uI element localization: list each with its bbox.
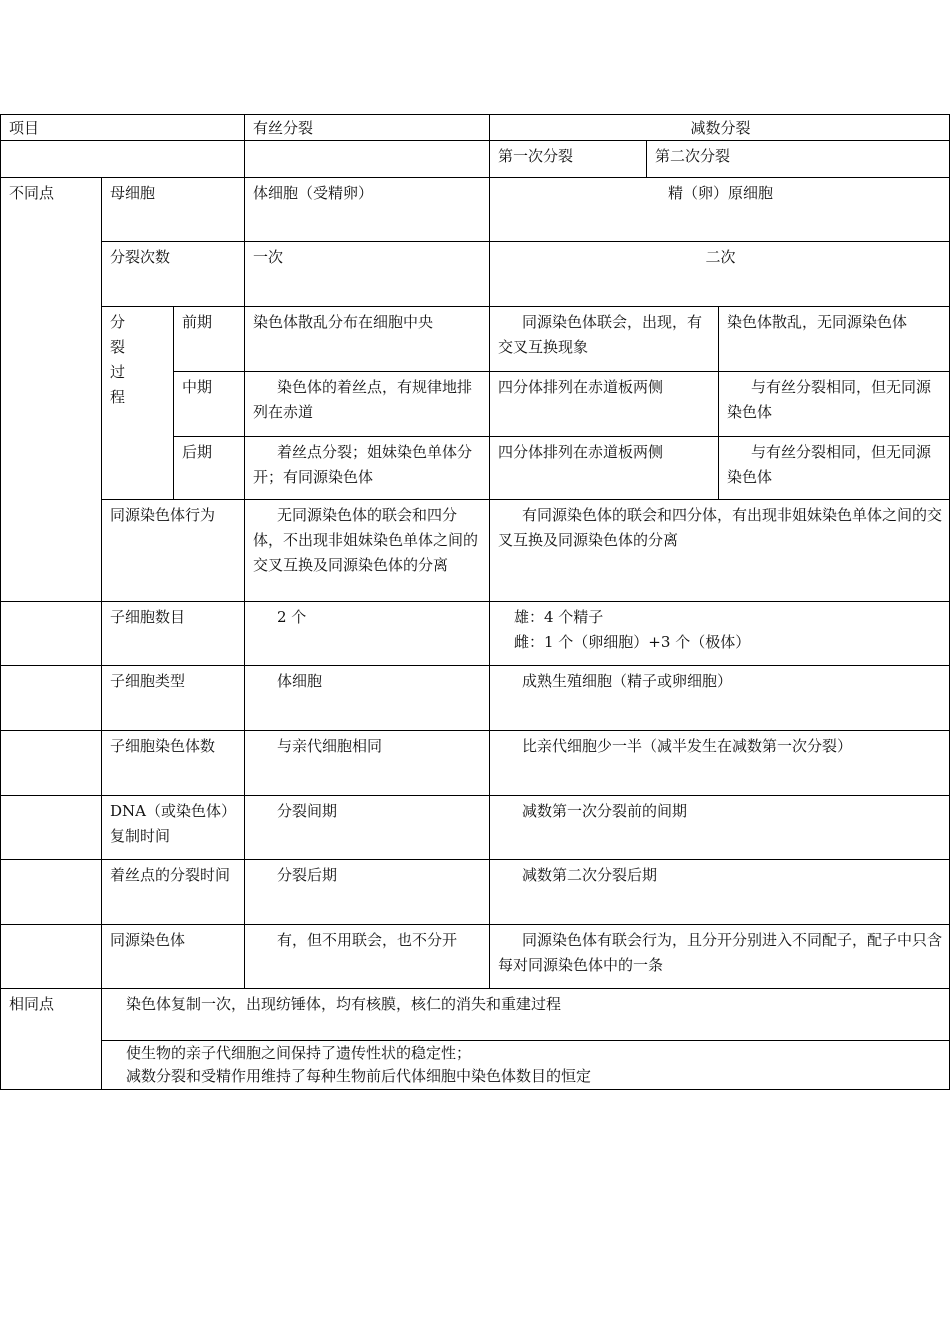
homologous-meiosis: 同源染色体有联会行为，且分开分别进入不同配子，配子中只含每对同源染色体中的一条 [498,931,943,974]
daughter-chromosomes-meiosis: 比亲代细胞少一半（减半发生在减数第一次分裂） [522,737,853,755]
division-count-meiosis: 二次 [705,248,736,266]
mother-cell-label: 母细胞 [110,184,156,202]
similarities-row-2-line-1: 使生物的亲子代细胞之间保持了遗传性状的稳定性； [126,1044,472,1062]
daughter-type-mitosis: 体细胞 [277,672,323,690]
process-label: 分裂过程 [110,313,126,406]
metaphase-second: 与有丝分裂相同，但无同源染色体 [727,378,932,421]
header-item: 项目 [9,119,40,137]
replication-time-meiosis: 减数第一次分裂前的间期 [522,802,688,820]
anaphase-first: 四分体排列在赤道板两侧 [498,443,664,461]
similarities-row-1: 染色体复制一次，出现纺锤体，均有核膜，核仁的消失和重建过程 [126,995,562,1013]
centromere-split-time-meiosis: 减数第二次分裂后期 [522,866,658,884]
header-meiosis: 减数分裂 [690,119,751,137]
division-count-label: 分裂次数 [110,248,171,266]
daughter-count-female: 雌：1 个（卵细胞）+3 个（极体） [514,633,751,651]
homologous-mitosis: 有，但不用联会，也不分开 [277,931,458,949]
mother-cell-meiosis: 精（卵）原细胞 [667,184,773,202]
mother-cell-mitosis: 体细胞（受精卵） [253,184,374,202]
daughter-type-label: 子细胞类型 [110,672,186,690]
prophase-first: 同源染色体联会，出现，有交叉互换现象 [498,313,703,356]
header-mitosis: 有丝分裂 [253,119,314,137]
metaphase-mitosis: 染色体的着丝点，有规律地排列在赤道 [253,378,473,421]
replication-time-mitosis: 分裂间期 [277,802,338,820]
homologous-label: 同源染色体 [110,931,186,949]
homolog-behavior-meiosis: 有同源染色体的联会和四分体，有出现非姐妹染色单体之间的交叉互换及同源染色体的分离 [498,506,943,549]
grid-line [0,1089,950,1090]
metaphase-first: 四分体排列在赤道板两侧 [498,378,664,396]
metaphase-label: 中期 [182,378,213,396]
anaphase-mitosis: 着丝点分裂；姐妹染色单体分开；有同源染色体 [253,443,473,486]
anaphase-label: 后期 [182,443,213,461]
similarities-label: 相同点 [9,995,55,1013]
similarities-row-2 [102,1041,949,1089]
differences-label: 不同点 [9,184,55,202]
prophase-second: 染色体散乱，无同源染色体 [727,313,908,331]
daughter-count-label: 子细胞数目 [110,608,186,626]
homolog-behavior-label: 同源染色体行为 [110,506,216,524]
similarities-row-2-line-2: 减数分裂和受精作用维持了每种生物前后代体细胞中染色体数目的恒定 [126,1067,592,1085]
homolog-behavior-mitosis: 无同源染色体的联会和四分体，不出现非姐妹染色单体之间的交叉互换及同源染色体的分离 [253,506,479,574]
division-count-mitosis: 一次 [253,248,284,266]
daughter-count-meiosis [490,602,949,665]
replication-time-label: DNA（或染色体）复制时间 [110,802,236,845]
header-first-division: 第一次分裂 [498,147,574,165]
grid-line [0,114,1,1090]
anaphase-second: 与有丝分裂相同，但无同源染色体 [727,443,932,486]
centromere-split-time-label: 着丝点的分裂时间 [110,866,231,884]
prophase-label: 前期 [182,313,213,331]
daughter-type-meiosis: 成熟生殖细胞（精子或卵细胞） [522,672,733,690]
prophase-mitosis: 染色体散乱分布在细胞中央 [253,313,434,331]
daughter-count-mitosis: 2 个 [277,608,307,626]
daughter-chromosomes-mitosis: 与亲代细胞相同 [277,737,383,755]
daughter-count-male: 雄：4 个精子 [514,608,604,626]
daughter-chromosomes-label: 子细胞染色体数 [110,737,216,755]
header-second-division: 第二次分裂 [655,147,731,165]
centromere-split-time-mitosis: 分裂后期 [277,866,338,884]
